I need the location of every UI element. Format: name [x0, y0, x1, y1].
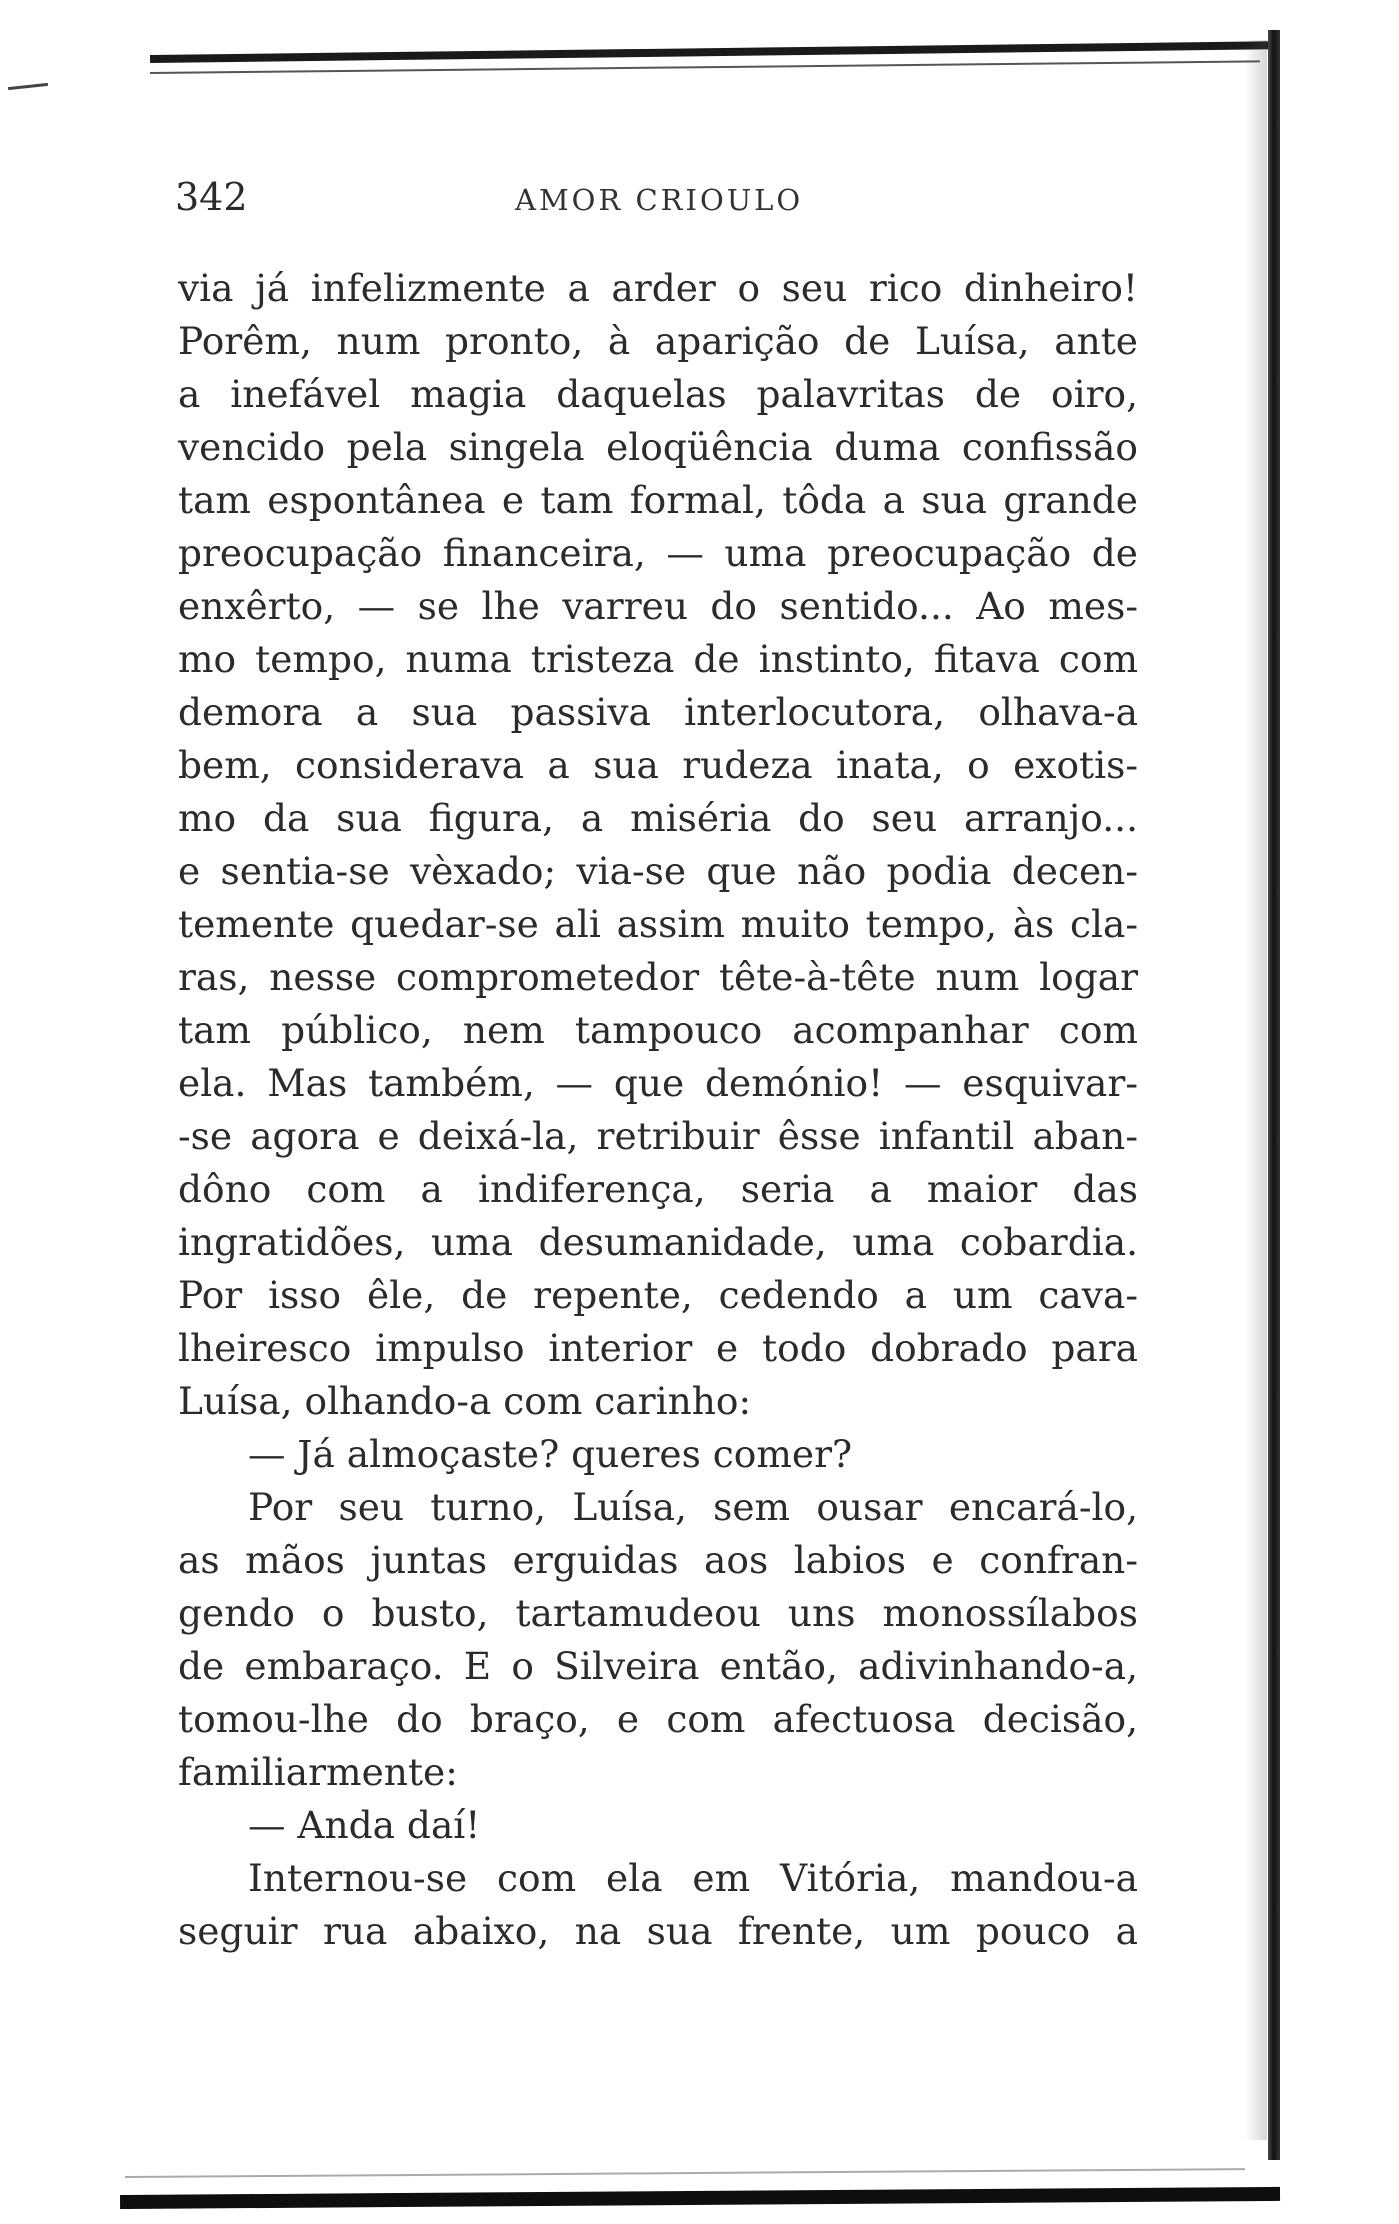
text-line: Luísa, olhando-a com carinho:	[178, 1379, 752, 1423]
text-line: e sentia-se vèxado; via-se que não podia decen-	[178, 849, 1138, 893]
text-line: vencido pela singela eloqüência duma confissão	[178, 425, 1138, 469]
text-line: ras, nesse comprometedor tête-à-tête num logar	[178, 955, 1138, 999]
bottom-border-rule	[120, 2187, 1280, 2209]
text-line: via já infelizmente a arder o seu rico dinheiro!	[178, 266, 1138, 310]
text-line: tam público, nem tampouco acompanhar com	[178, 1008, 1138, 1052]
dialogue-line: — Já almoçaste? queres comer?	[248, 1432, 853, 1476]
text-line: preocupação financeira, — uma preocupação de	[178, 531, 1138, 575]
page-number: 342	[175, 175, 248, 219]
text-line: temente quedar-se ali assim muito tempo, às cla-	[178, 902, 1138, 946]
top-border-rule	[150, 41, 1280, 63]
text-line: a inefável magia daquelas palavritas de oiro,	[178, 372, 1138, 416]
text-line: ingratidões, uma desumanidade, uma cobardia.	[178, 1220, 1138, 1264]
scan-artifact	[8, 83, 48, 90]
text-line: bem, considerava a sua rudeza inata, o exotis-	[178, 743, 1138, 787]
dialogue-line: — Anda daí!	[248, 1803, 481, 1847]
text-line: mo da sua figura, a miséria do seu arranjo...	[178, 796, 1138, 840]
text-line: -se agora e deixá-la, retribuir êsse infantil aban-	[178, 1114, 1138, 1158]
bottom-faint-rule	[125, 2168, 1245, 2178]
text-line: tam espontânea e tam formal, tôda a sua grande	[178, 478, 1138, 522]
text-line: Internou-se com ela em Vitória, mandou-a	[248, 1856, 1138, 1900]
text-line: Porêm, num pronto, à aparição de Luísa, ante	[178, 319, 1138, 363]
text-line: gendo o busto, tartamudeou uns monossílabos	[178, 1591, 1138, 1635]
text-line: Por isso êle, de repente, cedendo a um cava-	[178, 1273, 1138, 1317]
right-border-rule	[1268, 30, 1280, 2160]
text-line: lheiresco impulso interior e todo dobrado para	[178, 1326, 1138, 1370]
page-gutter-shadow	[1245, 40, 1267, 2140]
text-line: mo tempo, numa tristeza de instinto, fitava com	[178, 637, 1138, 681]
body-text	[178, 262, 1138, 1958]
text-line: tomou-lhe do braço, e com afectuosa decisão,	[178, 1697, 1138, 1741]
page-header	[175, 175, 1180, 235]
running-title: AMOR CRIOULO	[515, 183, 804, 217]
text-line: seguir rua abaixo, na sua frente, um pouco a	[178, 1909, 1138, 1953]
text-line: enxêrto, — se lhe varreu do sentido... Ao mes-	[178, 584, 1138, 628]
text-line: Por seu turno, Luísa, sem ousar encará-lo,	[248, 1485, 1138, 1529]
text-line: as mãos juntas erguidas aos labios e confran-	[178, 1538, 1138, 1582]
text-line: familiarmente:	[178, 1750, 458, 1794]
top-border-thin-rule	[150, 60, 1260, 74]
text-line: demora a sua passiva interlocutora, olhava-a	[178, 690, 1138, 734]
text-line: de embaraço. E o Silveira então, adivinhando-a,	[178, 1644, 1138, 1688]
text-line: ela. Mas também, — que demónio! — esquivar-	[178, 1061, 1138, 1105]
text-line: dôno com a indiferença, seria a maior das	[178, 1167, 1138, 1211]
